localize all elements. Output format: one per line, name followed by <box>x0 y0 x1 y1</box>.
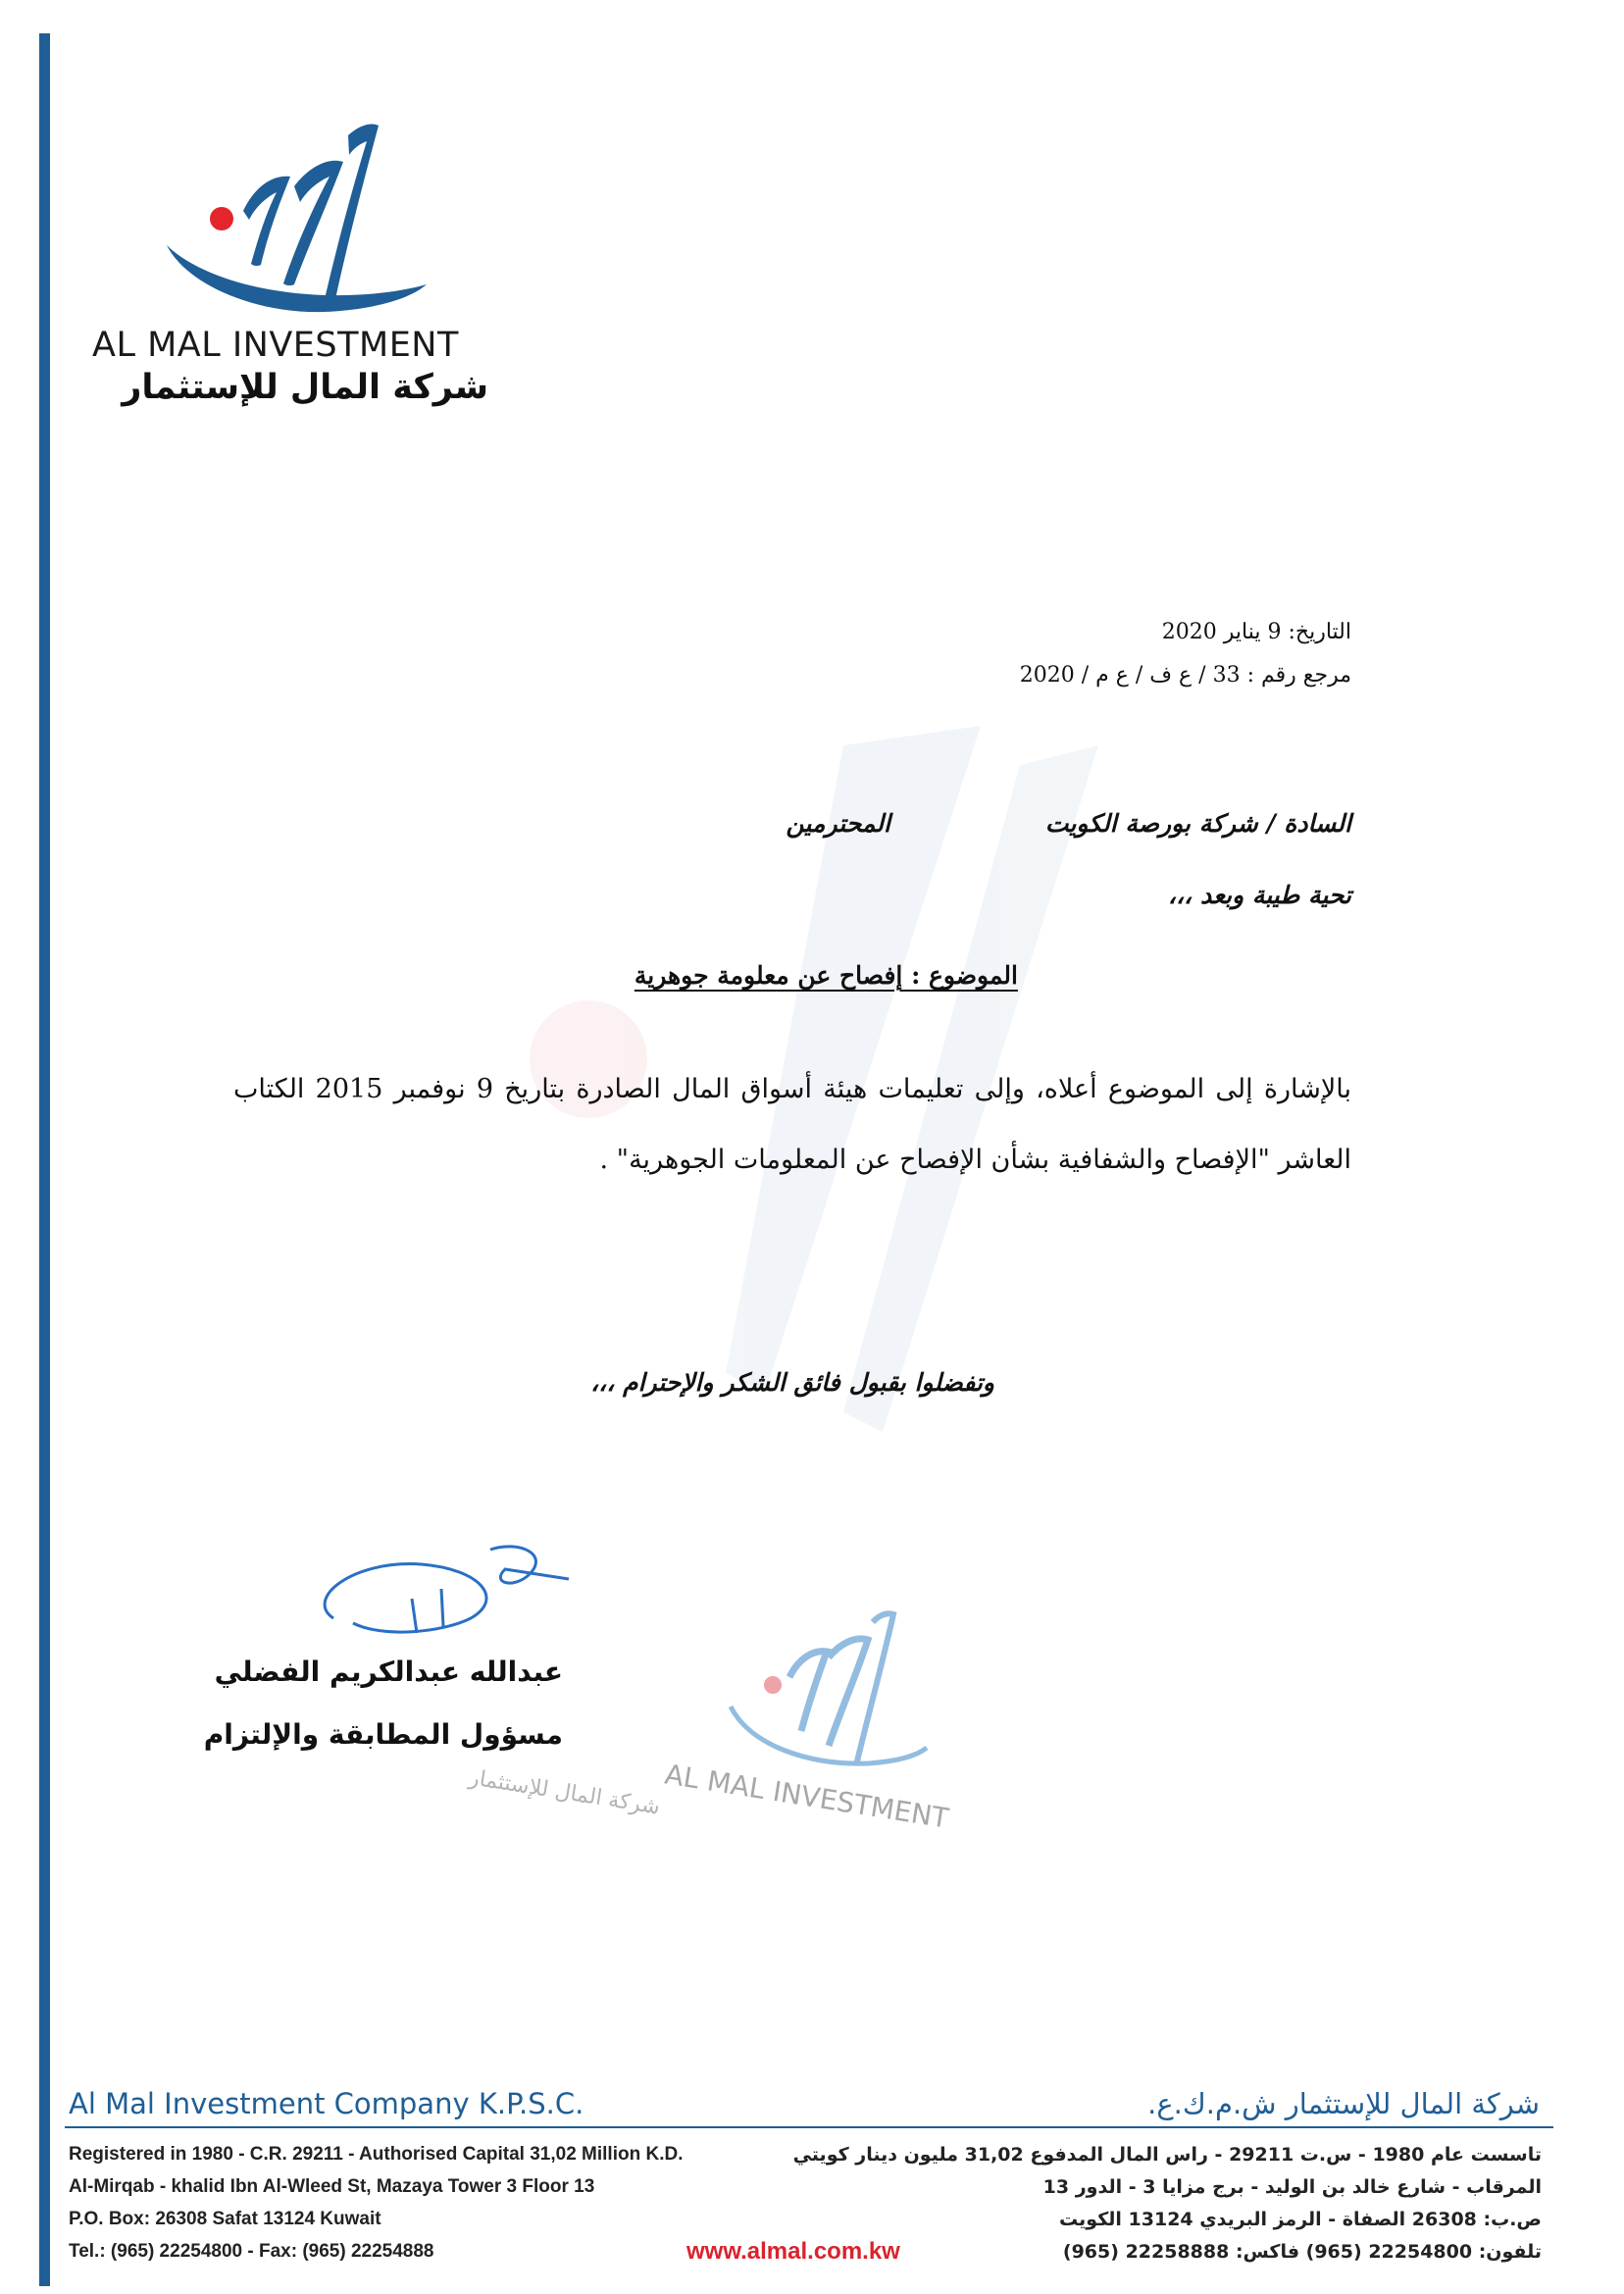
company-logo-icon <box>147 118 431 319</box>
letter-addressee: السادة / شركة بورصة الكويت <box>1044 809 1351 838</box>
footer-divider <box>65 2126 1553 2128</box>
footer-en-line: Al-Mirqab - khalid Ibn Al-Wleed St, Mazaya Tower 3 Floor 13 <box>69 2176 595 2197</box>
letter-reference: مرجع رقم : 33 / ع ف / ع م / 2020 <box>1019 663 1351 688</box>
stamp-text-en: AL MAL INVESTMENT <box>662 1758 951 1835</box>
footer-en-line: Registered in 1980 - C.R. 29211 - Authorised Capital 31,02 Million K.D. <box>69 2144 684 2165</box>
letter-greeting: تحية طيبة وبعد ،،، <box>1168 881 1351 909</box>
footer-ar-line: المرقاب - شارع خالد بن الوليد - برج مزايا 3 - الدور 13 <box>1042 2176 1542 2198</box>
company-stamp <box>467 1608 966 1873</box>
left-accent-bar <box>39 33 50 2286</box>
stamp-text-ar: شركة المال للإستثمار <box>467 1765 662 1820</box>
footer-website-link[interactable]: www.almal.com.kw <box>686 2238 900 2265</box>
footer-ar-line: ص.ب: 26308 الصفاة - الرمز البريدي 13124 الكويت <box>1059 2209 1542 2230</box>
signatory-name: عبدالله عبدالكريم الفضلي <box>214 1656 563 1688</box>
footer-ar-line: تلفون: 22254800 (965) فاكس: 22258888 (965) <box>1062 2241 1542 2263</box>
letter-subject: الموضوع : إفصاح عن معلومة جوهرية <box>634 961 1018 990</box>
footer-company-name-ar: شركة المال للإستثمار ش.م.ك.ع. <box>1147 2087 1540 2120</box>
footer-ar-line: تاسست عام 1980 - س.ت 29211 - راس المال المدفوع 31,02 مليون دينار كويتي <box>792 2144 1542 2166</box>
letter-respected: المحترمين <box>786 809 890 838</box>
footer-en-line: P.O. Box: 26308 Safat 13124 Kuwait <box>69 2209 381 2229</box>
brand-name-ar: شركة المال للإستثمار <box>122 368 488 407</box>
footer-en-line: Tel.: (965) 22254800 - Fax: (965) 22254888 <box>69 2241 434 2262</box>
letter-date: التاريخ: 9 يناير 2020 <box>1161 620 1351 644</box>
letter-body: بالإشارة إلى الموضوع أعلاه، وإلى تعليمات هيئة أسواق المال الصادرة بتاريخ 9 نوفمبر 2015 الكتاب العاشر "الإفصاح والشفافية بشأن الإفصاح عن المعلومات الجوهرية" . <box>233 1074 1351 1175</box>
letter-closing: وتفضلوا بقبول فائق الشكر والإحترام ،،، <box>590 1368 994 1397</box>
brand-name-en: AL MAL INVESTMENT <box>92 326 459 365</box>
footer-company-name-en: Al Mal Investment Company K.P.S.C. <box>69 2087 584 2120</box>
handwritten-signature <box>294 1540 579 1667</box>
signatory-title: مسؤول المطابقة والإلتزام <box>203 1718 563 1751</box>
